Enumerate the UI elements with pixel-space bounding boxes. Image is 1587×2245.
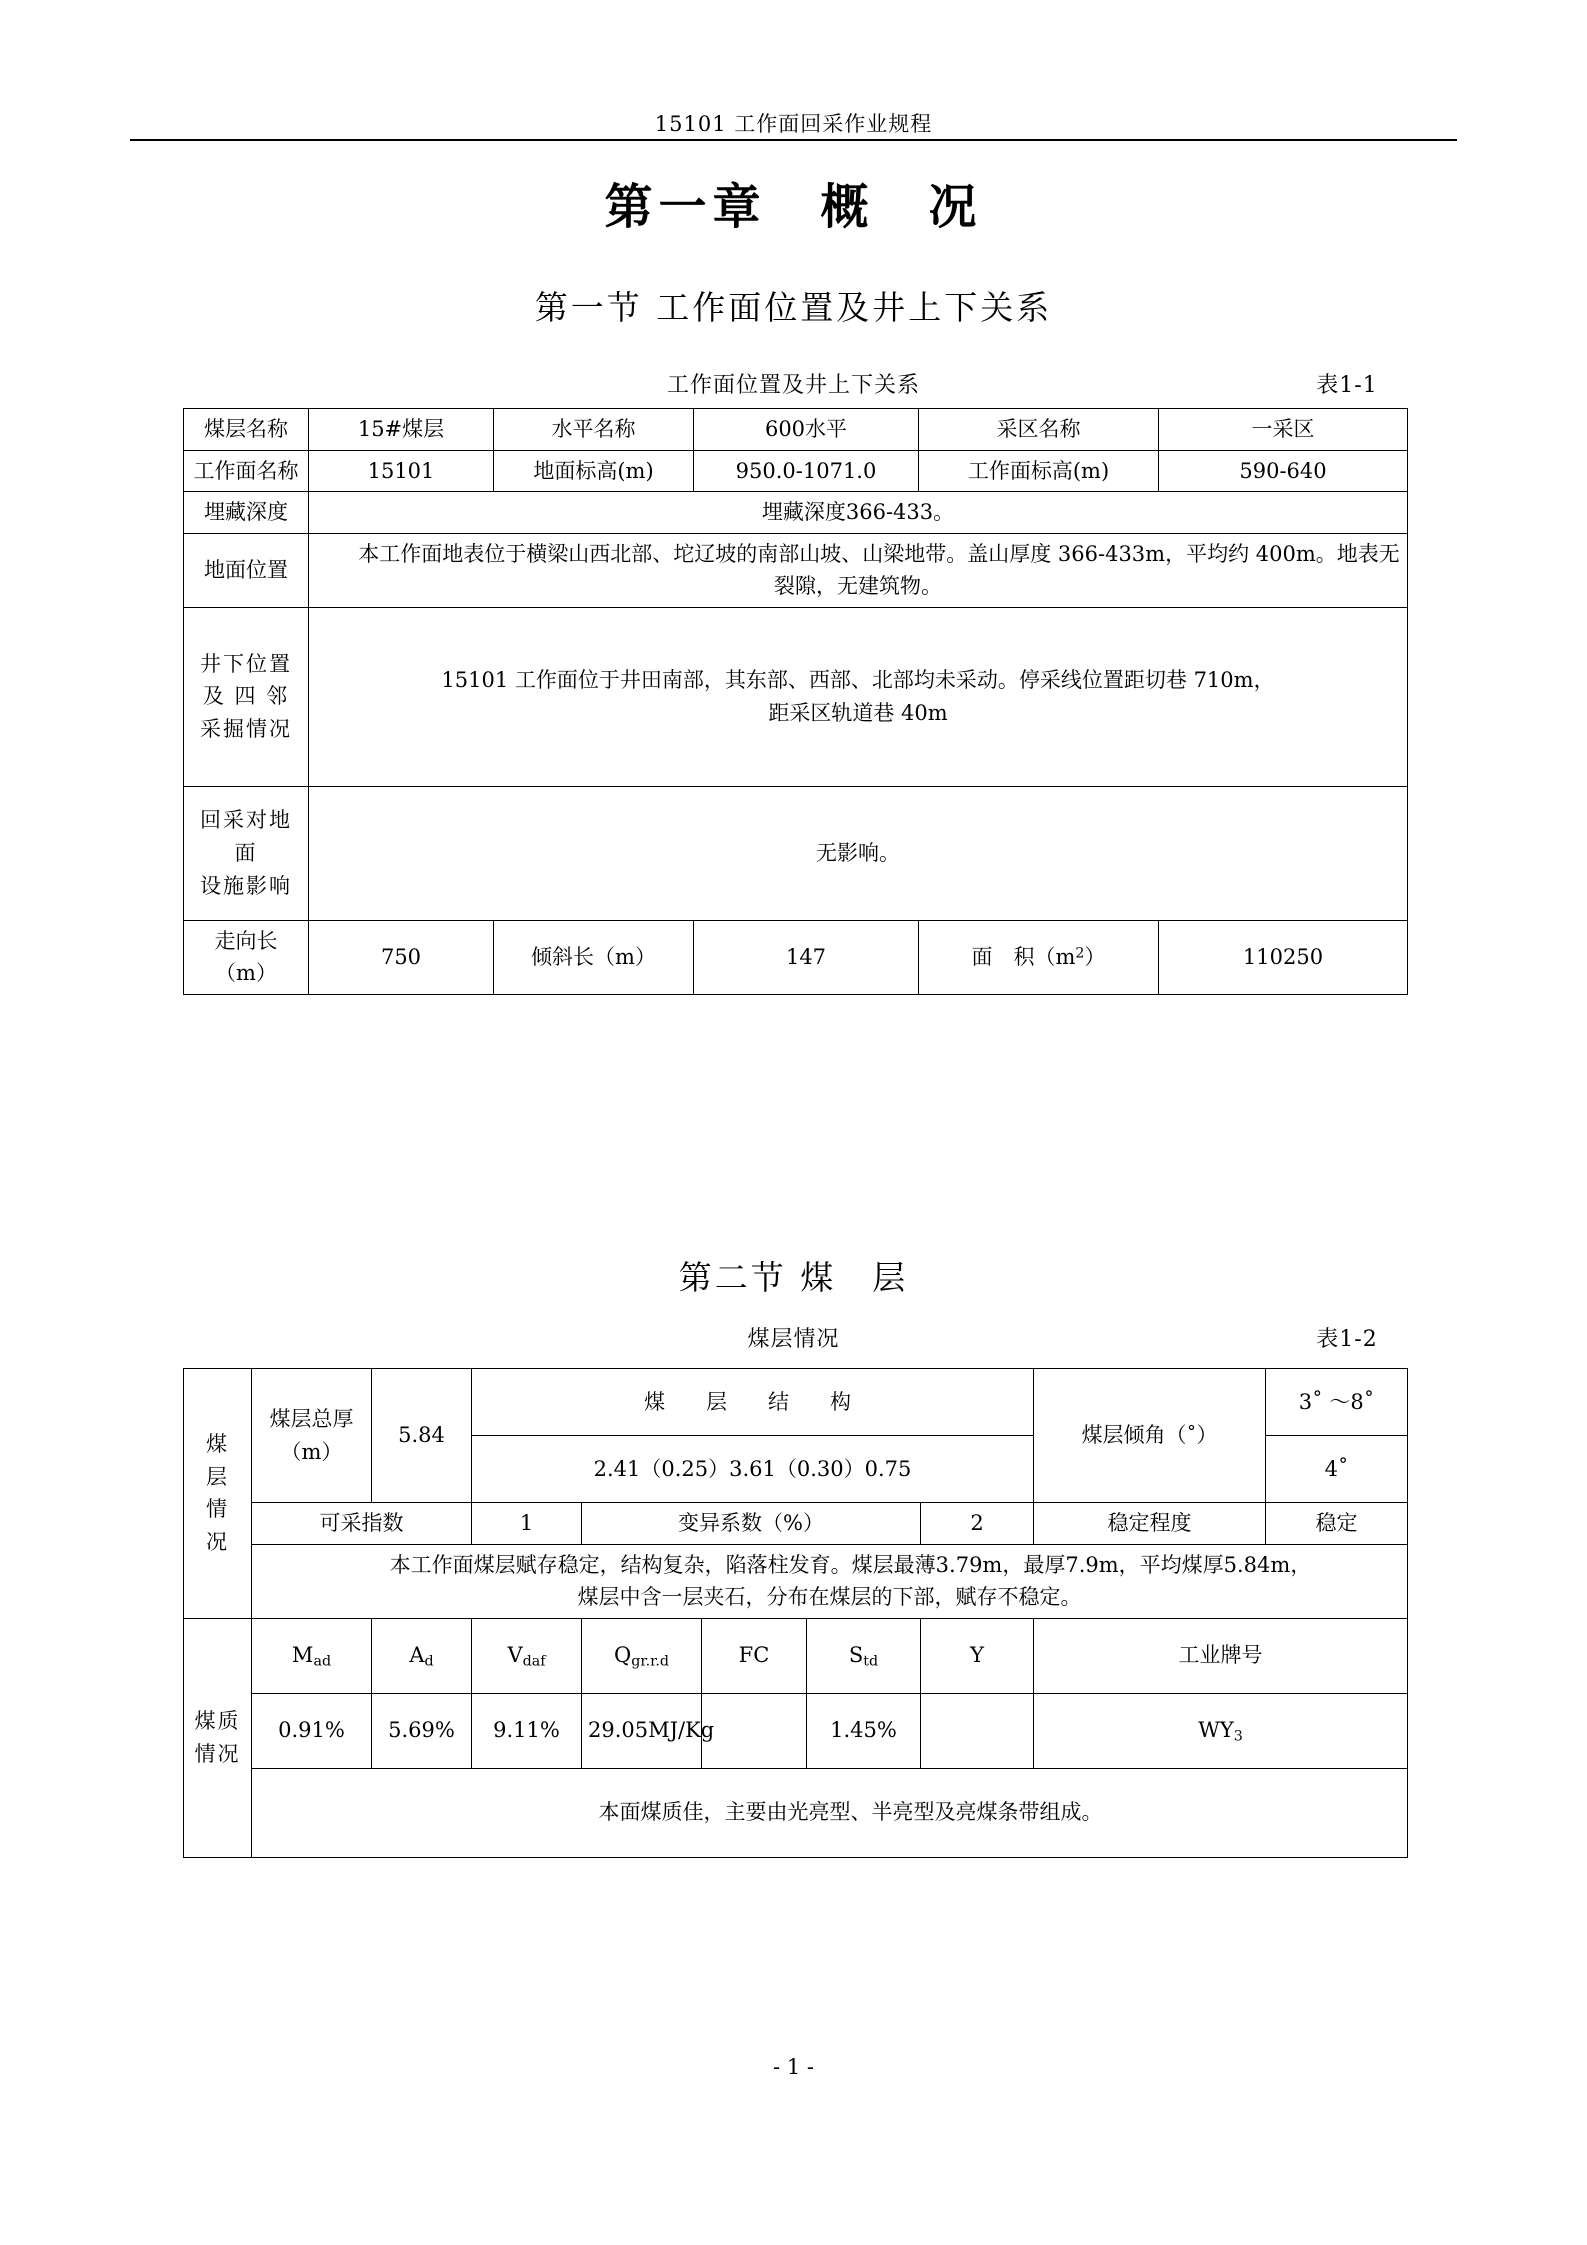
label-line: 煤 bbox=[206, 1432, 229, 1457]
cell-quality-value-qgrrd: 29.05MJ/Kg bbox=[582, 1693, 702, 1768]
cell-surface-position-value: 本工作面地表位于横梁山西北部、坨辽坡的南部山坡、山梁地带。盖山厚度 366-433m，平均约 400m。地表无裂隙，无建筑物。 bbox=[309, 533, 1408, 607]
value-line: 距采区轨道巷 40m bbox=[768, 700, 948, 725]
area-label-post: ） bbox=[1084, 945, 1106, 969]
running-header: 15101 工作面回采作业规程 bbox=[654, 112, 933, 136]
table-row bbox=[184, 533, 1408, 607]
cell-quality-header-y: Y bbox=[921, 1618, 1034, 1693]
symbol-base: Q bbox=[613, 1642, 632, 1667]
table-row bbox=[184, 409, 1408, 451]
cell-mineable-index-value: 1 bbox=[472, 1503, 582, 1545]
worksite-position-table bbox=[183, 408, 1408, 995]
table-row bbox=[184, 920, 1408, 994]
symbol-base: M bbox=[291, 1642, 314, 1667]
cell-strike-length-label: 走向长（m） bbox=[184, 920, 309, 994]
cell-coal-seam-value: 15#煤层 bbox=[309, 409, 494, 451]
note-line: 煤层中含一层夹石，分布在煤层的下部，赋存不稳定。 bbox=[577, 1585, 1082, 1610]
cell-quality-header-vdaf bbox=[472, 1618, 582, 1693]
area-label-pre: 面 积（m bbox=[971, 945, 1076, 969]
cell-variation-coef-label: 变异系数（%） bbox=[582, 1503, 921, 1545]
table-row bbox=[184, 1693, 1408, 1768]
cell-quality-header-qgrrd bbox=[582, 1618, 702, 1693]
cell-dip-angle-range: 3˚ ～8˚ bbox=[1266, 1369, 1408, 1436]
label-line: 情况 bbox=[194, 1741, 241, 1766]
cell-quality-value-vdaf: 9.11% bbox=[472, 1693, 582, 1768]
cell-district-label: 采区名称 bbox=[919, 409, 1159, 451]
cell-face-elev-value: 590-640 bbox=[1159, 450, 1408, 492]
grade-base: WY bbox=[1198, 1717, 1234, 1742]
symbol-subscript: td bbox=[863, 1653, 879, 1670]
cell-surface-elev-value: 950.0-1071.0 bbox=[694, 450, 919, 492]
symbol-subscript: daf bbox=[522, 1653, 546, 1670]
cell-seam-note bbox=[252, 1544, 1408, 1618]
table-row bbox=[184, 1768, 1408, 1857]
table-2-caption bbox=[0, 1322, 1587, 1356]
table-1-caption bbox=[0, 368, 1587, 402]
table-2-caption-number: 表1-2 bbox=[1316, 1327, 1378, 1352]
cell-strike-length-value: 750 bbox=[309, 920, 494, 994]
value-line: 15101 工作面位于井田南部，其东部、西部、北部均未采动。停采线位置距切巷 710m， bbox=[441, 668, 1275, 693]
label-line: 情 bbox=[206, 1497, 229, 1522]
label-line: 况 bbox=[206, 1529, 229, 1554]
cell-surface-position-label: 地面位置 bbox=[184, 533, 309, 607]
cell-quality-value-y bbox=[921, 1693, 1034, 1768]
cell-quality-header-std bbox=[807, 1618, 921, 1693]
symbol-subscript: ad bbox=[313, 1653, 332, 1670]
grade-subscript: 3 bbox=[1233, 1728, 1243, 1745]
section-2-title: 第二节 煤 层 bbox=[678, 1258, 909, 1297]
cell-quality-note: 本面煤质佳，主要由光亮型、半亮型及亮煤条带组成。 bbox=[252, 1768, 1408, 1857]
cell-variation-coef-value: 2 bbox=[921, 1503, 1034, 1545]
cell-quality-value-std: 1.45% bbox=[807, 1693, 921, 1768]
dip-label-post: ） bbox=[1196, 1423, 1218, 1448]
cell-seam-condition-vertical-label bbox=[184, 1369, 252, 1619]
cell-area-value: 110250 bbox=[1159, 920, 1408, 994]
symbol-subscript: gr.r.d bbox=[631, 1653, 670, 1670]
cell-quality-value-ad: 5.69% bbox=[372, 1693, 472, 1768]
cell-seam-structure-header: 煤 层 结 构 bbox=[472, 1369, 1034, 1436]
cell-face-elev-label: 工作面标高(m) bbox=[919, 450, 1159, 492]
cell-seam-structure-value: 2.41（0.25）3.61（0.30）0.75 bbox=[472, 1436, 1034, 1503]
table-1-caption-text: 工作面位置及井上下关系 bbox=[666, 373, 920, 398]
cell-stability-value: 稳定 bbox=[1266, 1503, 1408, 1545]
cell-total-thickness-label bbox=[252, 1369, 372, 1503]
cell-underground-position-value bbox=[309, 607, 1408, 786]
cell-total-thickness-value: 5.84 bbox=[372, 1369, 472, 1503]
label-line: 煤层总厚 bbox=[269, 1406, 354, 1431]
label-line: 层 bbox=[206, 1464, 229, 1489]
cell-surface-impact-value: 无影响。 bbox=[309, 786, 1408, 920]
page-number-footer: - 1 - bbox=[773, 2055, 814, 2079]
symbol-subscript: d bbox=[424, 1653, 434, 1670]
chapter-title: 第一章 概 况 bbox=[604, 179, 983, 235]
label-line: 回采对地面 bbox=[200, 808, 292, 865]
label-line: 采掘情况 bbox=[200, 717, 292, 741]
degree-symbol: ˚ bbox=[1186, 1423, 1197, 1448]
cell-coal-quality-vertical-label bbox=[184, 1618, 252, 1857]
cell-surface-impact-label bbox=[184, 786, 309, 920]
cell-face-name-value: 15101 bbox=[309, 450, 494, 492]
cell-dip-length-value: 147 bbox=[694, 920, 919, 994]
area-label-superscript: 2 bbox=[1075, 945, 1085, 962]
table-row bbox=[184, 450, 1408, 492]
cell-coal-seam-label: 煤层名称 bbox=[184, 409, 309, 451]
cell-quality-value-mad: 0.91% bbox=[252, 1693, 372, 1768]
label-line: （m） bbox=[280, 1439, 343, 1464]
cell-quality-header-mad bbox=[252, 1618, 372, 1693]
cell-burial-depth-value: 埋藏深度366-433。 bbox=[309, 492, 1408, 534]
coal-seam-table bbox=[183, 1368, 1408, 1858]
label-line: 及 四 邻 bbox=[202, 684, 290, 709]
cell-dip-angle-average: 4˚ bbox=[1266, 1436, 1408, 1503]
table-row bbox=[184, 1369, 1408, 1436]
note-line: 本工作面煤层赋存稳定，结构复杂，陷落柱发育。煤层最薄3.79m，最厚7.9m，平均煤厚5.84m， bbox=[389, 1552, 1312, 1577]
table-row bbox=[184, 1503, 1408, 1545]
label-line: 设施影响 bbox=[200, 873, 292, 898]
cell-quality-header-grade: 工业牌号 bbox=[1034, 1618, 1408, 1693]
table-2-caption-text: 煤层情况 bbox=[747, 1327, 840, 1352]
table-row bbox=[184, 786, 1408, 920]
cell-level-value: 600水平 bbox=[694, 409, 919, 451]
symbol-base: A bbox=[409, 1642, 425, 1667]
table-row bbox=[184, 1544, 1408, 1618]
symbol-base: S bbox=[848, 1642, 864, 1667]
table-row bbox=[184, 607, 1408, 786]
dip-label-pre: 煤层倾角（ bbox=[1081, 1423, 1187, 1448]
cell-level-label: 水平名称 bbox=[494, 409, 694, 451]
symbol-base: V bbox=[507, 1642, 523, 1667]
cell-quality-header-ad bbox=[372, 1618, 472, 1693]
cell-district-value: 一采区 bbox=[1159, 409, 1408, 451]
table-row bbox=[184, 492, 1408, 534]
cell-face-name-label: 工作面名称 bbox=[184, 450, 309, 492]
table-1-caption-number: 表1-1 bbox=[1316, 373, 1378, 398]
cell-mineable-index-label: 可采指数 bbox=[252, 1503, 472, 1545]
cell-stability-label: 稳定程度 bbox=[1034, 1503, 1266, 1545]
cell-burial-depth-label: 埋藏深度 bbox=[184, 492, 309, 534]
label-line: 煤质 bbox=[194, 1709, 241, 1734]
header-rule bbox=[130, 139, 1457, 141]
cell-quality-header-fc: FC bbox=[702, 1618, 807, 1693]
cell-dip-angle-label bbox=[1034, 1369, 1266, 1503]
label-line: 井下位置 bbox=[200, 651, 292, 676]
cell-underground-position-label bbox=[184, 607, 309, 786]
cell-dip-length-label: 倾斜长（m） bbox=[494, 920, 694, 994]
cell-quality-value-fc bbox=[702, 1693, 807, 1768]
section-1-title: 第一节 工作面位置及井上下关系 bbox=[534, 288, 1053, 327]
cell-area-label bbox=[919, 920, 1159, 994]
cell-quality-value-grade bbox=[1034, 1693, 1408, 1768]
cell-surface-elev-label: 地面标高(m) bbox=[494, 450, 694, 492]
table-row bbox=[184, 1618, 1408, 1693]
